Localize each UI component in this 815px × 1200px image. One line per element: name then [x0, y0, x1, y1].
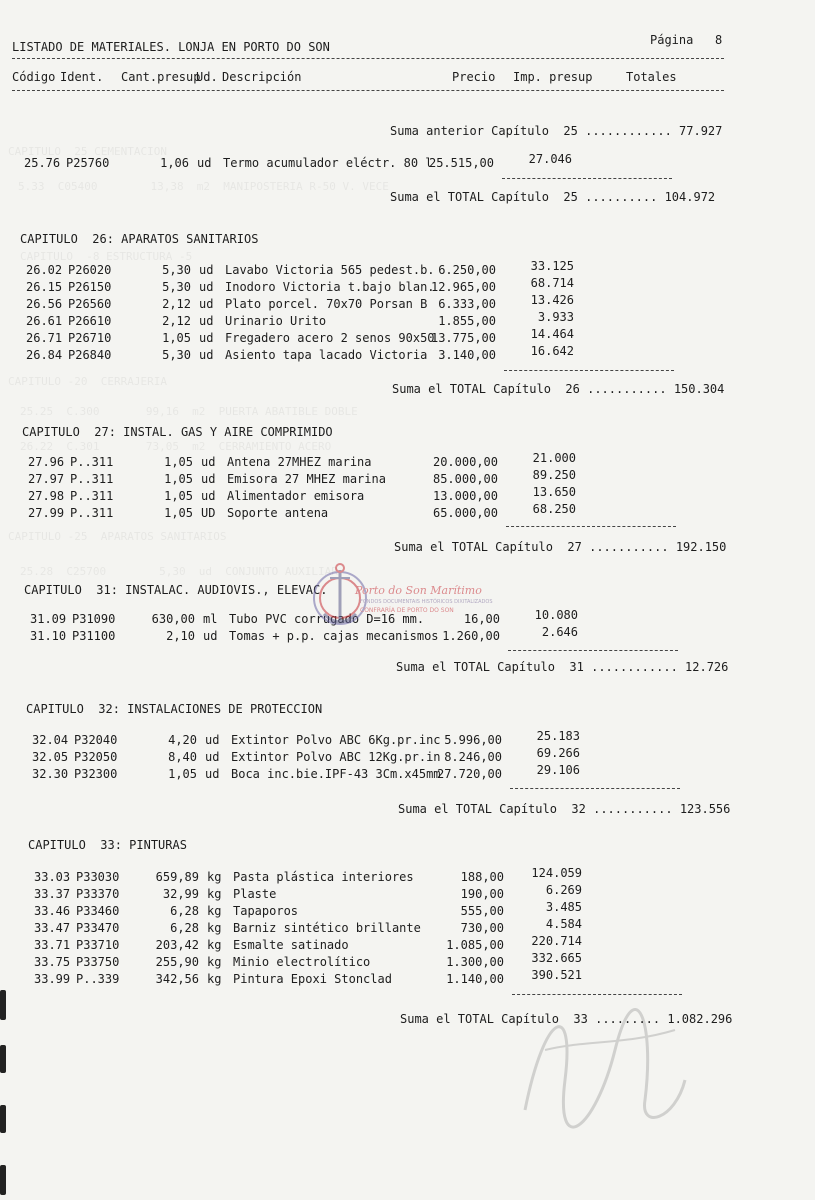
row-precio: 27.720,00 [436, 767, 502, 781]
signature-mark [505, 990, 695, 1140]
chapter-title: CAPITULO 26: APARATOS SANITARIOS [20, 232, 259, 246]
row-codigo: 25.76 [24, 156, 61, 170]
row-cant: 342,56 [155, 972, 199, 986]
row-codigo: 32.30 [32, 767, 69, 781]
row-imp-presup: 3.933 [537, 310, 574, 324]
binding-hole-mark [0, 1105, 6, 1133]
chapter-total [398, 802, 730, 816]
row-ident: P32300 [74, 767, 118, 781]
row-imp-presup: 6.269 [545, 883, 582, 897]
row-codigo: 26.84 [26, 348, 63, 362]
row-descripcion: Plato porcel. 70x70 Porsan B [225, 297, 428, 311]
row-descripcion: Asiento tapa lacado Victoria [225, 348, 428, 362]
row-ud: ml [203, 612, 218, 626]
row-ud: kg [207, 938, 222, 952]
row-cant: 1,05 [164, 455, 193, 469]
column-header-imp-presup: Imp. presup [513, 70, 593, 84]
row-cant: 1,05 [164, 472, 193, 486]
subtotal-rule [510, 788, 680, 789]
row-precio: 12.965,00 [430, 280, 496, 294]
row-imp-presup: 27.046 [528, 152, 572, 166]
subtotal-rule [502, 178, 672, 179]
row-descripcion: Fregadero acero 2 senos 90x50 [225, 331, 435, 345]
chapter-total-total-label: Suma el TOTAL Capítulo [392, 382, 551, 396]
chapter-total-total: 12.726 [685, 660, 729, 674]
row-descripcion: Lavabo Victoria 565 pedest.b. [225, 263, 435, 277]
row-descripcion: Alimentador emisora [227, 489, 365, 503]
row-codigo: 31.10 [30, 629, 67, 643]
row-ident: P31090 [72, 612, 116, 626]
row-ud: ud [205, 733, 220, 747]
row-codigo: 27.98 [28, 489, 65, 503]
row-imp-presup: 16.642 [530, 344, 574, 358]
chapter-total-total-label: Suma el TOTAL Capítulo [400, 1012, 559, 1026]
row-cant: 2,10 [166, 629, 195, 643]
row-codigo: 32.04 [32, 733, 69, 747]
page-indicator [650, 33, 722, 47]
chapter-total-dots: ........... [587, 382, 667, 396]
row-precio: 1.085,00 [446, 938, 504, 952]
row-ud: ud [199, 314, 214, 328]
row-ident: P..311 [70, 506, 114, 520]
row-descripcion: Antena 27MHEZ marina [227, 455, 372, 469]
row-precio: 188,00 [460, 870, 504, 884]
row-descripcion: Tubo PVC corrugado D=16 mm. [229, 612, 425, 626]
row-descripcion: Tomas + p.p. cajas mecanismos [229, 629, 439, 643]
row-codigo: 33.03 [34, 870, 71, 884]
chapter-total-total: 192.150 [675, 540, 727, 554]
row-precio: 13.000,00 [432, 489, 498, 503]
row-cant: 1,05 [162, 331, 191, 345]
row-ud: ud [199, 348, 214, 362]
document-title: LISTADO DE MATERIALES. LONJA EN PORTO DO SON [12, 40, 330, 54]
row-cant: 255,90 [155, 955, 199, 969]
row-cant: 203,42 [155, 938, 199, 952]
chapter-total-dots: ......... [595, 1012, 661, 1026]
row-precio: 190,00 [460, 887, 504, 901]
chapter-total-num: 26 [565, 382, 580, 396]
row-ident: P33470 [76, 921, 120, 935]
binding-hole-mark [0, 1165, 6, 1195]
row-ident: P..339 [76, 972, 120, 986]
chapter-total-num: 31 [569, 660, 584, 674]
row-ud: kg [207, 870, 222, 884]
chapter-total [390, 190, 715, 204]
chapter-total-num: 33 [573, 1012, 588, 1026]
row-precio: 730,00 [460, 921, 504, 935]
row-precio: 1.855,00 [438, 314, 496, 328]
row-cant: 630,00 [151, 612, 195, 626]
column-header-precio: Precio [452, 70, 496, 84]
row-codigo: 26.71 [26, 331, 63, 345]
row-cant: 2,12 [162, 314, 191, 328]
row-imp-presup: 332.665 [531, 951, 582, 965]
row-descripcion: Termo acumulador eléctr. 80 l [223, 156, 433, 170]
chapter-total-total: 1.082.296 [667, 1012, 733, 1026]
row-cant: 5,30 [162, 348, 191, 362]
row-precio: 1.140,00 [446, 972, 504, 986]
header-rule [12, 58, 724, 59]
row-ident: P26020 [68, 263, 112, 277]
chapter-total-dots: .......... [585, 190, 658, 204]
subtotal-rule [504, 370, 674, 371]
row-descripcion: Pasta plástica interiores [233, 870, 414, 884]
row-ud: ud [201, 455, 216, 469]
chapter-total-num: 32 [571, 802, 586, 816]
row-imp-presup: 4.584 [545, 917, 582, 931]
row-cant: 5,30 [162, 263, 191, 277]
row-descripcion: Emisora 27 MHEZ marina [227, 472, 386, 486]
row-ident: P26560 [68, 297, 112, 311]
row-cant: 1,05 [164, 489, 193, 503]
row-precio: 3.140,00 [438, 348, 496, 362]
chapter-total [396, 660, 728, 674]
row-ud: ud [199, 297, 214, 311]
row-descripcion: Urinario Urito [225, 314, 327, 328]
row-ident: P26710 [68, 331, 112, 345]
row-codigo: 33.37 [34, 887, 71, 901]
page-label: Página [650, 33, 694, 47]
column-header-descripcion: Descripción [222, 70, 302, 84]
column-header-codigo: Código [12, 70, 56, 84]
row-precio: 16,00 [463, 612, 500, 626]
chapter-total-num: 27 [567, 540, 582, 554]
chapter-total-num: 25 [563, 190, 578, 204]
row-imp-presup: 25.183 [536, 729, 580, 743]
row-imp-presup: 14.464 [530, 327, 574, 341]
subtotal-rule [506, 526, 676, 527]
row-codigo: 33.99 [34, 972, 71, 986]
chapter-total-total-label: Suma el TOTAL Capítulo [390, 190, 549, 204]
row-ud: ud [199, 331, 214, 345]
chapter-total-dots: ............ [591, 660, 678, 674]
previous-chapter-sum: Suma anterior Capítulo 25 ............ 77.927 [390, 124, 723, 138]
row-codigo: 26.56 [26, 297, 63, 311]
row-codigo: 26.61 [26, 314, 63, 328]
page-number: 8 [715, 33, 723, 47]
row-ident: P25760 [66, 156, 110, 170]
row-codigo: 31.09 [30, 612, 67, 626]
row-descripcion: Barniz sintético brillante [233, 921, 421, 935]
chapter-total-dots: ........... [593, 802, 673, 816]
row-ud: kg [207, 972, 222, 986]
row-precio: 85.000,00 [432, 472, 498, 486]
watermark-line2: FONDOS DOCUMENTAIS HISTÓRICOS DIXITALIZADOS [360, 599, 493, 605]
row-descripcion: Plaste [233, 887, 277, 901]
row-cant: 1,05 [164, 506, 193, 520]
row-imp-presup: 21.000 [532, 451, 576, 465]
chapter-total [394, 540, 726, 554]
row-ident: P26150 [68, 280, 112, 294]
row-precio: 13.775,00 [430, 331, 496, 345]
row-codigo: 32.05 [32, 750, 69, 764]
row-cant: 32,99 [162, 887, 199, 901]
row-codigo: 33.71 [34, 938, 71, 952]
chapter-total-dots: ........... [589, 540, 669, 554]
row-precio: 5.996,00 [444, 733, 502, 747]
row-descripcion: Extintor Polvo ABC 12Kg.pr.in [231, 750, 441, 764]
row-precio: 1.300,00 [446, 955, 504, 969]
row-precio: 8.246,00 [444, 750, 502, 764]
chapter-total-total-label: Suma el TOTAL Capítulo [398, 802, 557, 816]
row-imp-presup: 220.714 [531, 934, 582, 948]
row-precio: 6.333,00 [438, 297, 496, 311]
row-ident: P31100 [72, 629, 116, 643]
row-ud: ud [201, 489, 216, 503]
row-imp-presup: 13.426 [530, 293, 574, 307]
row-codigo: 27.96 [28, 455, 65, 469]
row-codigo: 33.47 [34, 921, 71, 935]
row-ud: kg [207, 921, 222, 935]
row-ident: P26610 [68, 314, 112, 328]
row-codigo: 27.99 [28, 506, 65, 520]
row-cant: 2,12 [162, 297, 191, 311]
row-imp-presup: 13.650 [532, 485, 576, 499]
chapter-total-total-label: Suma el TOTAL Capítulo [394, 540, 553, 554]
row-imp-presup: 2.646 [541, 625, 578, 639]
chapter-title: CAPITULO 32: INSTALACIONES DE PROTECCION [26, 702, 323, 716]
row-cant: 8,40 [168, 750, 197, 764]
row-ud: ud [203, 629, 218, 643]
row-codigo: 33.46 [34, 904, 71, 918]
row-cant: 6,28 [170, 904, 199, 918]
row-ud: kg [207, 904, 222, 918]
row-ud: ud [205, 750, 220, 764]
chapter-title: CAPITULO 31: INSTALAC. AUDIOVIS., ELEVAC. [24, 583, 328, 597]
watermark-line3: CONFRARÍA DE PORTO DO SON [360, 607, 454, 614]
row-codigo: 27.97 [28, 472, 65, 486]
row-descripcion: Tapaporos [233, 904, 299, 918]
row-ud: UD [201, 506, 216, 520]
row-imp-presup: 33.125 [530, 259, 574, 273]
row-imp-presup: 10.080 [534, 608, 578, 622]
row-descripcion: Esmalte satinado [233, 938, 349, 952]
row-cant: 659,89 [155, 870, 199, 884]
row-imp-presup: 3.485 [545, 900, 582, 914]
row-imp-presup: 68.714 [530, 276, 574, 290]
row-ud: ud [199, 280, 214, 294]
row-ident: P33030 [76, 870, 120, 884]
chapter-title: CAPITULO 33: PINTURAS [28, 838, 187, 852]
row-descripcion: Pintura Epoxi Stonclad [233, 972, 392, 986]
row-imp-presup: 68.250 [532, 502, 576, 516]
chapter-total [392, 382, 724, 396]
row-cant: 4,20 [168, 733, 197, 747]
row-cant: 1,06 [160, 156, 189, 170]
row-ud: kg [207, 887, 222, 901]
row-cant: 6,28 [170, 921, 199, 935]
subtotal-rule [508, 650, 678, 651]
row-imp-presup: 69.266 [536, 746, 580, 760]
row-cant: 1,05 [168, 767, 197, 781]
chapter-title: CAPITULO 27: INSTAL. GAS Y AIRE COMPRIMIDO [22, 425, 333, 439]
watermark-brand: Porto do Son Marítimo [355, 584, 482, 597]
chapter-total-total: 123.556 [679, 802, 731, 816]
row-precio: 6.250,00 [438, 263, 496, 277]
row-imp-presup: 29.106 [536, 763, 580, 777]
row-descripcion: Boca inc.bie.IPF-43 3Cm.x45mm [231, 767, 441, 781]
row-ud: ud [205, 767, 220, 781]
document-page: CAPITULO 25 CEMENTACION 5.33 C05400 13,38 m2 MANIPOSTERIA R-50 V. VECE CAPITULO -8 ESTRUCTURA -5 CAPITULO -20 CERRAJERIA 25.25 C.300 99,16 m2 PUERTA ABATIBLE DOBLE 26.22 C.301 73,05 m2 CERRAMIENTO ACERO CAPITULO -25 APARATOS SANITARIOS 25.28 C25700 5,30 ud CONJUNTO AUXILIAR LISTADO DE MATERIALES. LONJA EN PORTO DO SON Página 8 Código Ident. Cant.presup Ud. Descripción Precio Imp. presup Totales Suma anterior Capítulo 25 ............ 77.927 25.76 P25760 1,06 ud Termo acumulador eléctr. 80 l 25.515,00 27.046 Suma el TOTAL Capítulo 25 .......... 104.972 CAPITULO 26: APARATOS SANITARIOS 26.02 P26020 5,30 ud Lavabo Victoria 565 pedest.b. 6.250,00 33.125 26.15 P26150 5,30 ud Inodoro Victoria t.bajo blan. 12.965,00 68.714 26.56 P26560 2,12 ud Plato porcel. 70x70 Porsan B 6.333,00 13.426 26.61 P26610 2,12 ud Urinario Urito 1.855,00 3.933 26.71 P26710 1,05 ud Fregadero acero 2 senos 90x50 13.775,00 14.464 26.84 P26840 5,30 ud Asiento tapa lacado Victoria 3.140,00 16.642 Suma el TOTAL Capítulo 26 ........... 150.304 CAPITULO 27: INSTAL. GAS Y AIRE COMPRIMIDO 27.96 P..311 1,05 ud Antena 27MHEZ marina 20.000,00 21.000 27.97 P..311 1,05 ud Emisora 27 MHEZ marina 85.000,00 89.250 27.98 P..311 1,05 ud Alimentador emisora 13.000,00 13.650 27.99 P..311 1,05 UD Soporte antena 65.000,00 68.250 Suma el TOTAL Capítulo 27 ........... 192.150 CAPITULO 31: INSTALAC. AUDIOVIS., ELEVAC. 31.09 P31090 630,00 ml Tubo PVC corrugado D=16 mm. 16,00 10.080 31.10 P31100 2,10 ud Tomas + p.p. cajas mecanismos 1.260,00 2.646 Suma el TOTAL Capítulo 31 ............ 12.726 CAPITULO 32: INSTALACIONES DE PROTECCION 32.04 P32040 4,20 ud Extintor Polvo ABC 6Kg.pr.inc 5.996,00 25.183 32.05 P32050 8,40 ud Extintor Polvo ABC 12Kg.pr.in 8.246,00 69.266 32.30 P32300 1,05 ud Boca inc.bie.IPF-43 3Cm.x45mm 27.720,00 29.106 Suma el TOTAL Capítulo 32 ........... 123.556 CAPITULO 33: PINTURAS 33.03 P33030 659,89 kg Pasta plástica interiores 188,00 124.059 33.37 P33370 32,99 kg Plaste 190,00 6.269 33.46 P33460 6,28 kg Tapaporos 555,00 3.485 33.47 P33470 6,28 kg Barniz sintético brillante 730,00 4.584 33.71 P33710 203,42 kg Esmalte satinado 1.085,00 220.714 33.75 P33750 255,90 kg Minio electrolítico 1.300,00 332.665 33.99 P..339 342,56 kg Pintura Epoxi Stonclad 1.140,00 390.521 Suma el TOTAL Capítulo 33 ......... 1.082.296 Porto do Son Marítimo FONDOS DOCUMENTAIS HISTÓRICOS DIXITALIZADOS CONFRARÍA DE PORTO DO SON [0, 0, 815, 1200]
chapter-total-total: 150.304 [673, 382, 725, 396]
row-ident: P..311 [70, 472, 114, 486]
row-precio: 20.000,00 [432, 455, 498, 469]
row-ud: ud [201, 472, 216, 486]
row-ud: ud [199, 263, 214, 277]
row-codigo: 26.02 [26, 263, 63, 277]
row-codigo: 33.75 [34, 955, 71, 969]
row-precio: 25.515,00 [428, 156, 494, 170]
row-ident: P33710 [76, 938, 120, 952]
row-descripcion: Inodoro Victoria t.bajo blan. [225, 280, 435, 294]
row-cant: 5,30 [162, 280, 191, 294]
row-ident: P..311 [70, 489, 114, 503]
row-imp-presup: 390.521 [531, 968, 582, 982]
row-imp-presup: 124.059 [531, 866, 582, 880]
row-descripcion: Extintor Polvo ABC 6Kg.pr.inc [231, 733, 441, 747]
row-ident: P33750 [76, 955, 120, 969]
row-imp-presup: 89.250 [532, 468, 576, 482]
row-ident: P26840 [68, 348, 112, 362]
row-precio: 65.000,00 [432, 506, 498, 520]
binding-hole-mark [0, 990, 6, 1020]
row-ident: P..311 [70, 455, 114, 469]
row-ud: ud [197, 156, 212, 170]
column-header-ud: Ud. [196, 70, 218, 84]
row-ident: P33370 [76, 887, 120, 901]
row-ident: P32050 [74, 750, 118, 764]
row-descripcion: Soporte antena [227, 506, 329, 520]
column-header-ident: Ident. [60, 70, 104, 84]
column-header-rule [12, 90, 724, 91]
binding-hole-mark [0, 1045, 6, 1073]
column-header-totales: Totales [626, 70, 677, 84]
row-precio: 555,00 [460, 904, 504, 918]
row-ident: P32040 [74, 733, 118, 747]
row-ident: P33460 [76, 904, 120, 918]
chapter-total-total: 104.972 [664, 190, 716, 204]
row-descripcion: Minio electrolítico [233, 955, 371, 969]
row-ud: kg [207, 955, 222, 969]
row-precio: 1.260,00 [442, 629, 500, 643]
chapter-total-total-label: Suma el TOTAL Capítulo [396, 660, 555, 674]
row-codigo: 26.15 [26, 280, 63, 294]
column-header-cant: Cant.presup [121, 70, 201, 84]
